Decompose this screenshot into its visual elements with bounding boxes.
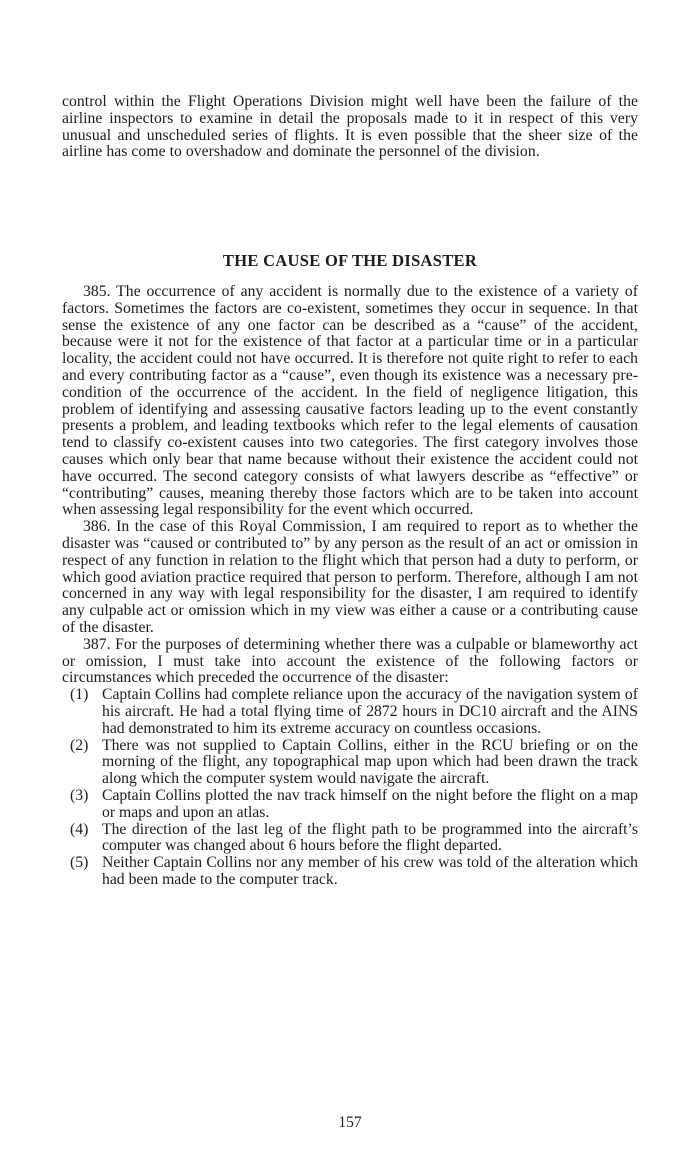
- list-item-text: There was not supplied to Captain Collins, either in the RCU briefing or on the morning of the flight, any topographical map upon which had been drawn the track along which the computer system would navigate the aircraft.: [102, 736, 638, 788]
- list-item: [62, 738, 638, 788]
- list-item-number: (5): [70, 854, 89, 872]
- intro-paragraph: control within the Flight Operations Division might well have been the failure of the airline inspectors to examine in detail the proposals made to it in respect of this very unusual and unscheduled series of flights. It is even possible that the sheer size of the airline has come to overshadow and dominate the personnel of the division.: [62, 93, 638, 161]
- factors-list: [62, 687, 638, 889]
- paragraph-386: 386. In the case of this Royal Commission, I am required to report as to whether the disaster was “caused or contributed to” by any person as the result of an act or omission in respect of any function in relation to the flight which that person had a duty to perform, or which good aviation practice required that person to perform. Therefore, although I am not concerned in any way with legal responsibility for the disaster, I am required to identify any culpable act or omission which in my view was either a cause or a contributing cause of the disaster.: [62, 518, 638, 636]
- list-item-text: Captain Collins plotted the nav track himself on the night before the flight on a map or maps and upon an atlas.: [102, 786, 638, 821]
- paragraph-385: 385. The occurrence of any accident is normally due to the existence of a variety of factors. Sometimes the factors are co-existent, sometimes they occur in sequence. In that sense the existence of any one factor can be described as a “cause” of the accident, because were it not for the existence of that factor at a particular time or in a particular locality, the accident could not have occurred. It is therefore not quite right to refer to each and every contributing factor as a “cause”, even though its existence was a necessary pre-condition of the occurrence of the accident. In the field of negligence litigation, this problem of identifying and assessing causative factors leading up to the event constantly presents a problem, and leading textbooks which refer to the legal elements of causation tend to classify co-existent causes into two categories. The first category involves those causes which only bear that name because without their existence the accident could not have occurred. The second category consists of what lawyers describe as “effective” or “contributing” causes, meaning thereby those factors which are to be taken into account when assessing legal responsibility for the event which occurred.: [62, 283, 638, 519]
- list-item: [62, 788, 638, 822]
- intro-block: [62, 94, 638, 161]
- list-item: [62, 822, 638, 856]
- list-item-number: (2): [70, 736, 89, 754]
- page-number: 157: [338, 1114, 362, 1131]
- list-item-number: (1): [70, 686, 89, 704]
- paragraph-387: 387. For the purposes of determining whether there was a culpable or blameworthy act or omission, I must take into account the existence of the following factors or circumstances which preceded the occurrence of the disaster:: [62, 635, 638, 687]
- section-heading: THE CAUSE OF THE DISASTER: [222, 251, 478, 270]
- list-item: [62, 855, 638, 889]
- main-text: [62, 284, 638, 889]
- list-item-number: (4): [70, 820, 89, 838]
- list-item: [62, 687, 638, 737]
- list-item-text: Captain Collins had complete reliance upon the accuracy of the navigation system of his aircraft. He had a total flying time of 2872 hours in DC10 aircraft and the AINS had demonstrated to him its extreme accuracy on countless occasions.: [102, 686, 638, 737]
- list-item-text: The direction of the last leg of the flight path to be programmed into the aircraft’s computer was changed about 6 hours before the flight departed.: [102, 820, 638, 855]
- list-item-number: (3): [70, 786, 89, 804]
- list-item-text: Neither Captain Collins nor any member of his crew was told of the alteration which had been made to the computer track.: [102, 854, 638, 888]
